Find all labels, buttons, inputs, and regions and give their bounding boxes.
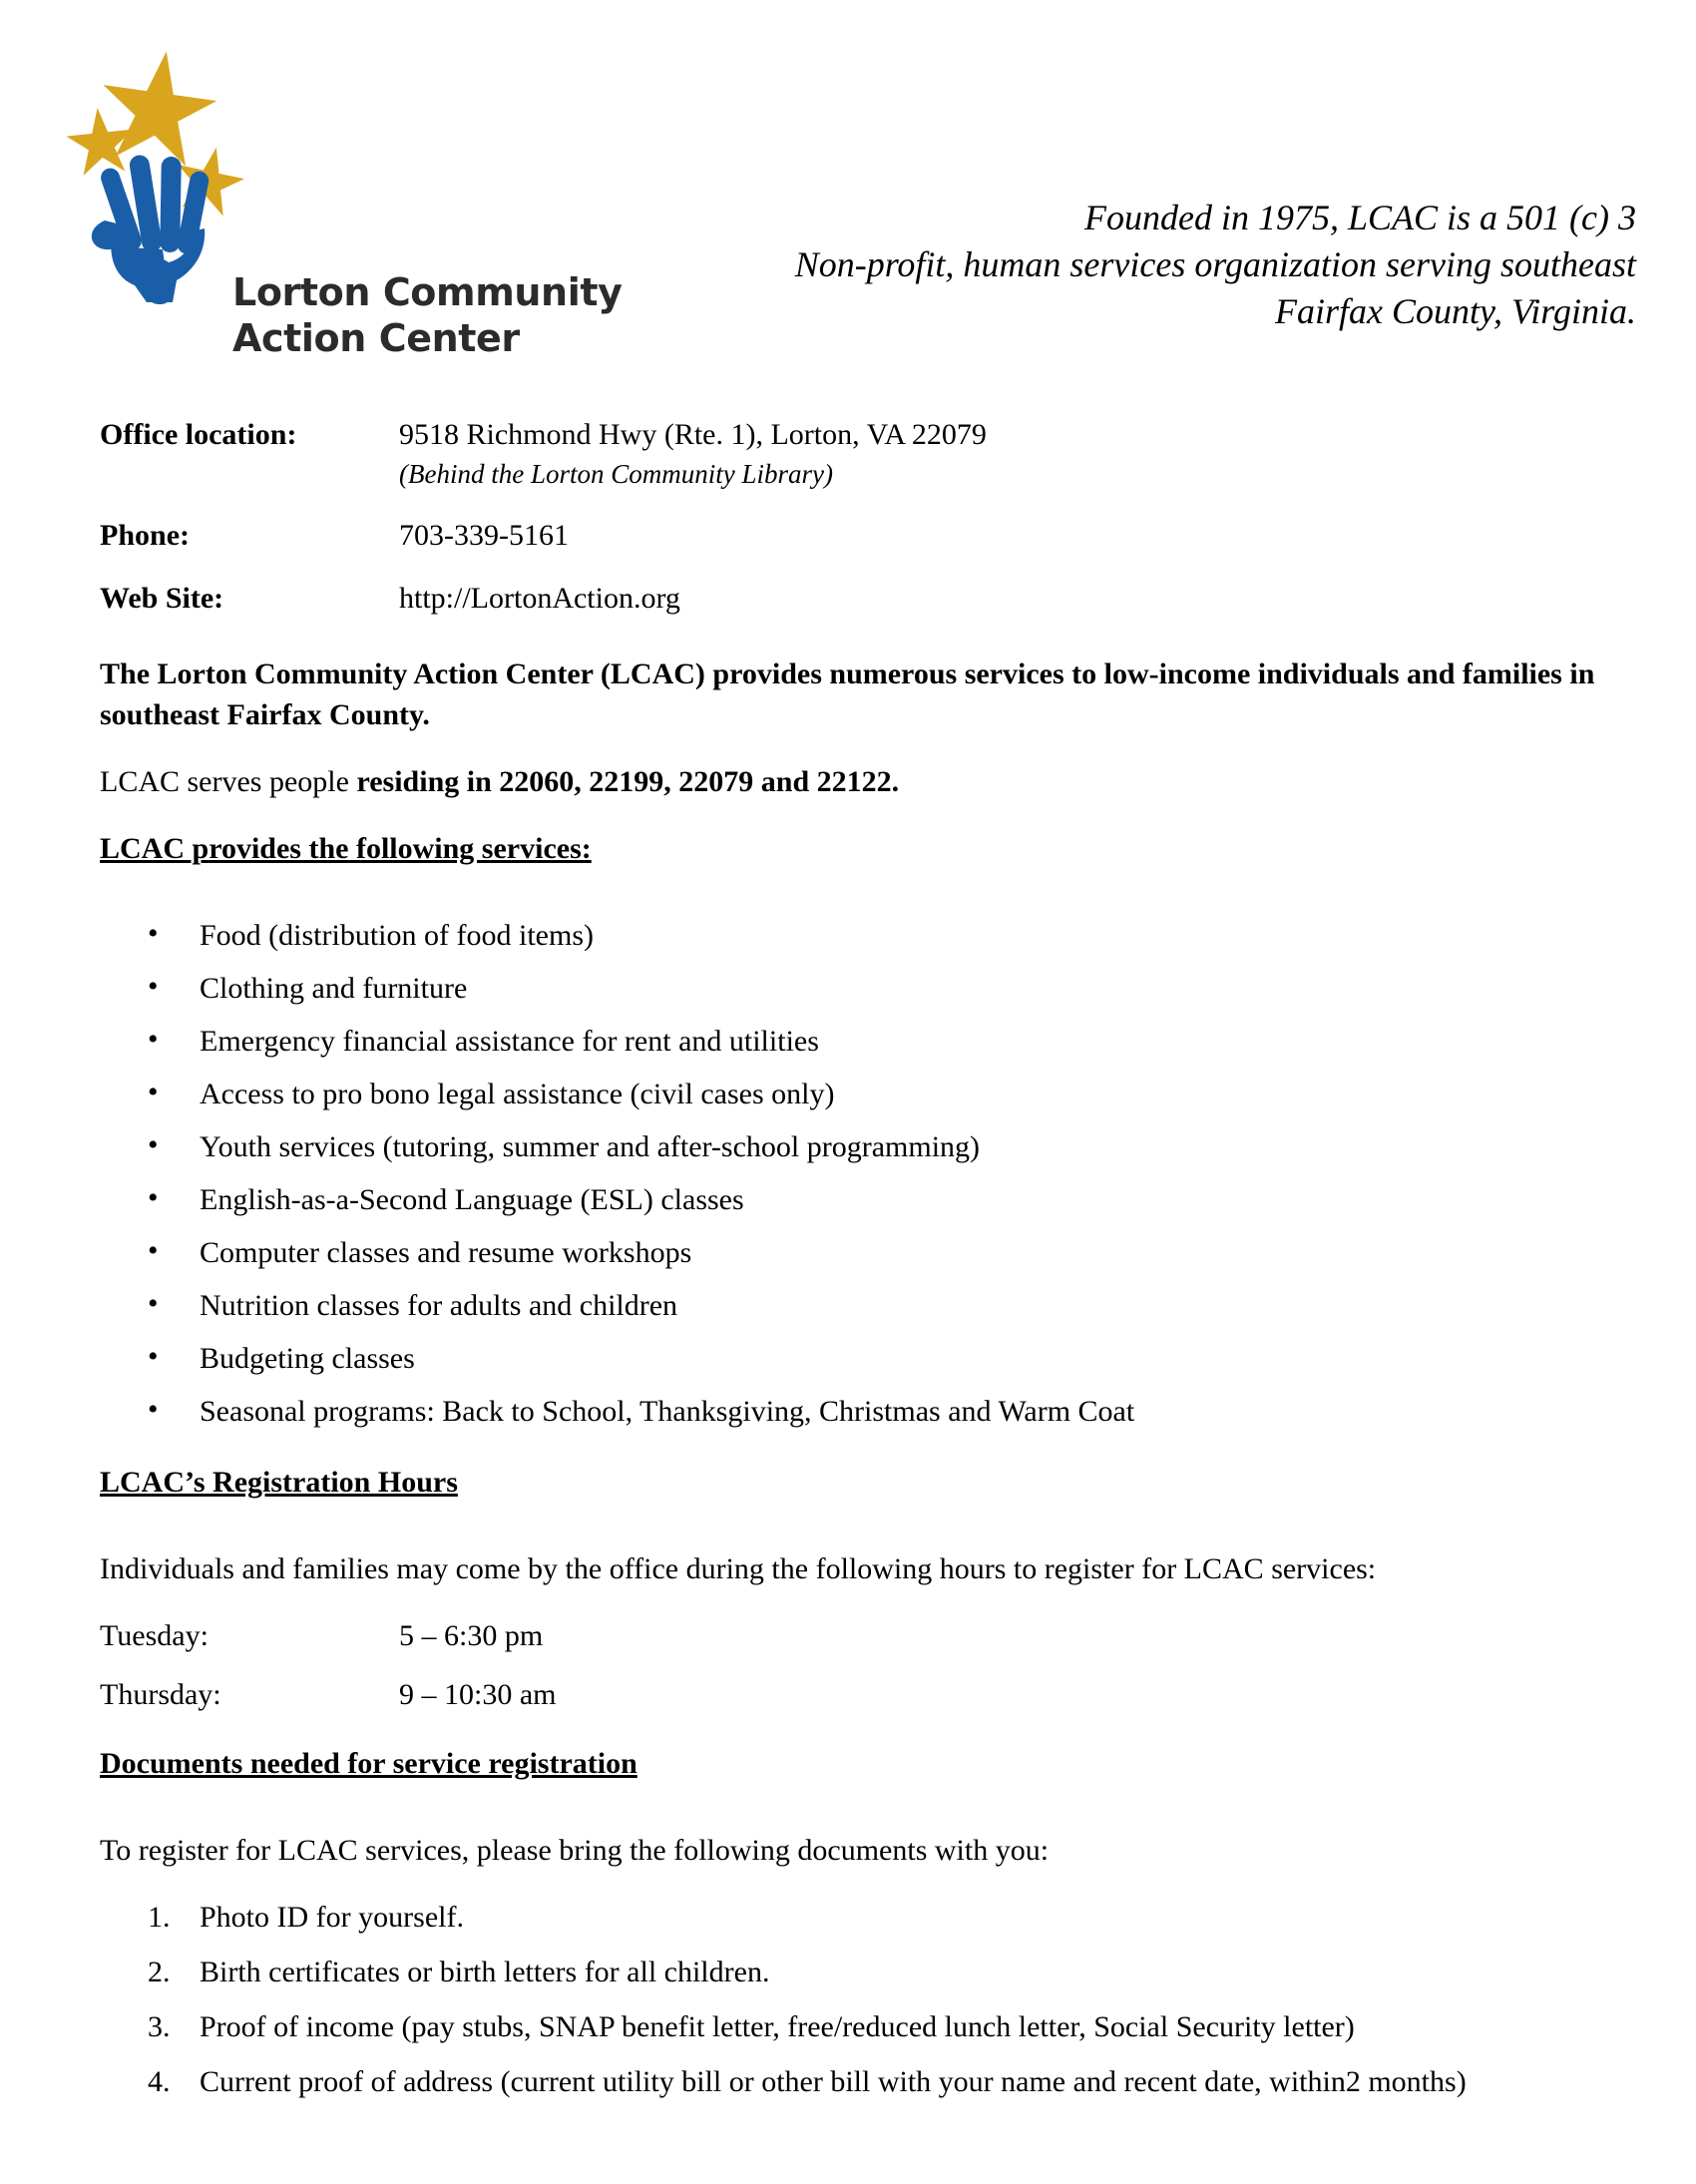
office-address-text: 9518 Richmond Hwy (Rte. 1), Lorton, VA 22079 [399,418,987,451]
registration-hours-table [100,1615,1606,1715]
list-item: • Clothing and furniture [100,968,1606,1009]
list-item: Birth certificates or birth letters for all children. [200,1956,770,1988]
services-heading-wrap [100,828,1606,891]
list-item: Proof of income (pay stubs, SNAP benefit letter, free/reduced lunch letter, Social Security letter) [200,2010,1355,2043]
tagline-line-3: Fairfax County, Virginia. [1275,291,1636,331]
service-area-zipcodes: residing in 22060, 22199, 22079 and 22122. [356,765,900,798]
registration-hours-intro: Individuals and families may come by the office during the following hours to register for LCAC services: [100,1552,1377,1585]
hours-day-tuesday: Tuesday: [100,1619,209,1652]
intro-paragraph: The Lorton Community Action Center (LCAC) provides numerous services to low-income individuals and families in southeast Fairfax County. [100,657,1595,731]
list-item: • Youth services (tutoring, summer and after-school programming) [100,1126,1606,1167]
table-row [100,1674,1606,1715]
list-item: • Seasonal programs: Back to School, Thanksgiving, Christmas and Warm Coat [100,1391,1606,1432]
document-header [0,0,1696,360]
tagline-line-2: Non-profit, human services organization serving southeast [794,244,1636,284]
services-list [100,915,1606,1432]
service-area-prefix: LCAC serves people [100,765,357,798]
hours-heading-wrap [100,1462,1606,1525]
registration-hours-heading: LCAC’s Registration Hours [100,1466,458,1499]
hours-time-thursday: 9 – 10:30 am [399,1678,557,1711]
list-item: Photo ID for yourself. [200,1901,464,1934]
service-area-paragraph [100,761,1606,802]
documents-heading: Documents needed for service registration [100,1747,637,1780]
services-heading: LCAC provides the following services: [100,832,592,865]
organization-logo [55,45,623,360]
contact-label-website: Web Site: [100,582,224,615]
documents-intro: To register for LCAC services, please bring the following documents with you: [100,1834,1050,1867]
contact-information [100,414,1596,641]
list-item: • Food (distribution of food items) [100,915,1606,956]
hours-day-thursday: Thursday: [100,1678,221,1711]
contact-row-website [100,578,1596,619]
contact-label-office-location: Office location: [100,418,297,451]
list-item: Current proof of address (current utility bill or other bill with your name and recent date, within2 months) [200,2065,1467,2098]
list-item: • Emergency financial assistance for rent and utilities [100,1021,1606,1062]
logo-wordmark-line2: Action Center [232,316,520,360]
tagline-line-1: Founded in 1975, LCAC is a 501 (c) 3 [1084,198,1636,237]
contact-value-website[interactable]: http://LortonAction.org [399,582,680,615]
list-item: • Nutrition classes for adults and children [100,1285,1606,1326]
organization-tagline [738,195,1636,335]
logo-wordmark [232,269,622,361]
list-item: • Computer classes and resume workshops [100,1232,1606,1273]
hours-time-tuesday: 5 – 6:30 pm [399,1619,544,1652]
contact-label-phone: Phone: [100,519,190,552]
contact-row-phone [100,515,1596,556]
documents-list [100,1897,1606,2102]
contact-value-office-location [399,414,987,493]
documents-heading-wrap [100,1743,1606,1806]
contact-value-phone: 703-339-5161 [399,519,569,552]
logo-mark-stars-and-hand [55,45,269,304]
contact-row-office-location [100,414,1596,493]
list-item: • Access to pro bono legal assistance (civil cases only) [100,1074,1606,1114]
list-item: • Budgeting classes [100,1338,1606,1379]
reaching-hand-icon [92,154,211,304]
document-body [100,654,1606,2116]
office-address-note: (Behind the Lorton Community Library) [399,459,833,489]
logo-wordmark-line1: Lorton Community [232,270,623,314]
list-item: • English-as-a-Second Language (ESL) classes [100,1179,1606,1220]
table-row [100,1615,1606,1656]
